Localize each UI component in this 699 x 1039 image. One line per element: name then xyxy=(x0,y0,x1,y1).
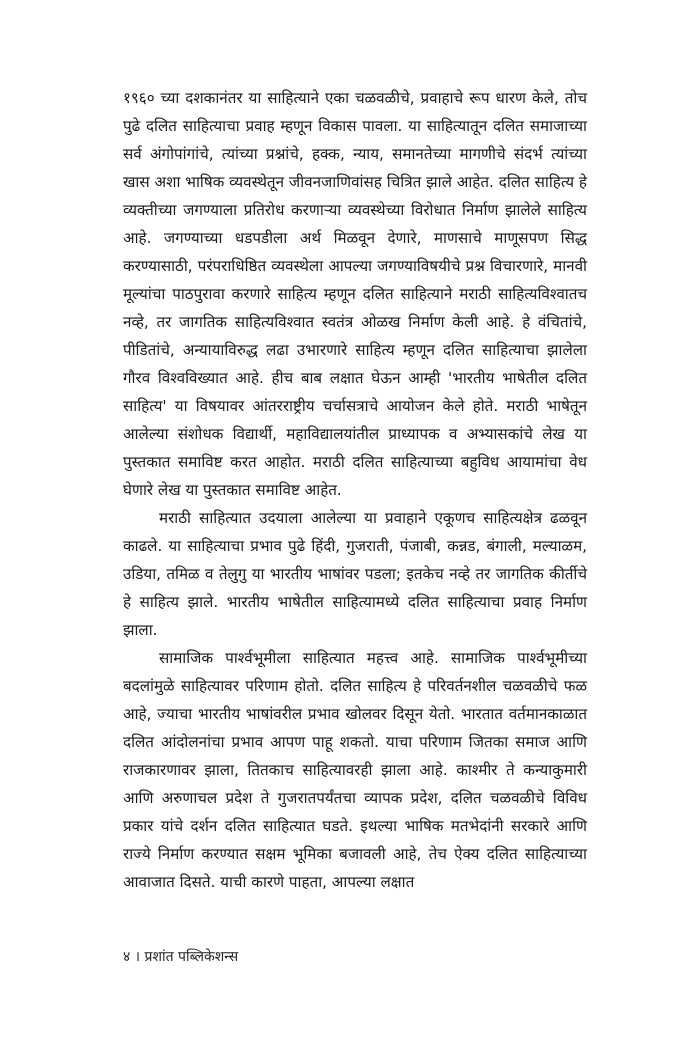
paragraph-1: १९६० च्या दशकानंतर या साहित्याने एका चळवळीचे, प्रवाहाचे रूप धारण केले, तोच पुढे दलित साहित्याचा प्रवाह म्हणून विकास पावला. या साहित्यातून दलित समाजाच्या सर्व अंगोपांगांचे, त्यांच्या प्रश्नांचे, हक्क, न्याय, समानतेच्या मागणीचे संदर्भ त्यांच्या खास अशा भाषिक व्यवस्थेतून जीवनजाणिवांसह चित्रित झाले आहेत. दलित साहित्य हे व्यक्तीच्या जगण्याला प्रतिरोध करणाऱ्या व्यवस्थेच्या विरोधात निर्माण झालेले साहित्य आहे. जगण्याच्या धडपडीला अर्थ मिळवून देणारे, माणसाचे माणूसपण सिद्ध करण्यासाठी, परंपराधिष्ठित व्यवस्थेला आपल्या जगण्याविषयीचे प्रश्न विचारणारे, मानवी मूल्यांचा पाठपुरावा करणारे साहित्य म्हणून दलित साहित्याने मराठी साहित्यविश्वातच नव्हे, तर जागतिक साहित्यविश्वात स्वतंत्र ओळख निर्माण केली आहे. हे वंचितांचे, पीडितांचे, अन्यायाविरुद्ध लढा उभारणारे साहित्य म्हणून दलित साहित्याचा झालेला गौरव विश्वविख्यात आहे. हीच बाब लक्षात घेऊन आम्ही 'भारतीय भाषेतील दलित साहित्य' या विषयावर आंतरराष्ट्रीय चर्चासत्राचे आयोजन केले होते. मराठी भाषेतून आलेल्या संशोधक विद्यार्थी, महाविद्यालयांतील प्राध्यापक व अभ्यासकांचे लेख या पुस्तकात समाविष्ट करत आहोत. मराठी दलित साहित्याच्या बहुविध आयामांचा वेध घेणारे लेख या पुस्तकात समाविष्ट आहेत. xyxy=(123,89,587,499)
paragraph-3: सामाजिक पार्श्वभूमीला साहित्यात महत्त्व आहे. सामाजिक पार्श्वभूमीच्या बदलांमुळे साहित्यावर परिणाम होतो. दलित साहित्य हे परिवर्तनशील चळवळीचे फळ आहे, ज्याचा भारतीय भाषांवरील प्रभाव खोलवर दिसून येतो. भारतात वर्तमानकाळात दलित आंदोलनांचा प्रभाव आपण पाहू शकतो. याचा परिणाम जितका समाज आणि राजकारणावर झाला, तितकाच साहित्यावरही झाला आहे. काश्मीर ते कन्याकुमारी आणि अरुणाचल प्रदेश ते गुजरातपर्यंतचा व्यापक प्रदेश, दलित चळवळीचे विविध प्रकार यांचे दर्शन दलित साहित्यात घडते. इथल्या भाषिक मतभेदांनी सरकारे आणि राज्ये निर्माण करण्यात सक्षम भूमिका बजावली आहे, तेच ऐक्य दलित साहित्याच्या आवाजात दिसते. याची कारणे पाहता, आपल्या लक्षात xyxy=(123,649,587,891)
page-footer: ४ । प्रशांत पब्लिकेशन्स xyxy=(123,949,239,965)
body-text xyxy=(123,84,587,896)
paragraph-2: मराठी साहित्यात उदयाला आलेल्या या प्रवाहाने एकूणच साहित्यक्षेत्र ढळवून काढले. या साहित्याचा प्रभाव पुढे हिंदी, गुजराती, पंजाबी, कन्नड, बंगाली, मल्याळम, उडिया, तमिळ व तेलुगु या भारतीय भाषांवर पडला; इतकेच नव्हे तर जागतिक कीर्तीचे हे साहित्य झाले. भारतीय भाषेतील साहित्यामध्ये दलित साहित्याचा प्रवाह निर्माण झाला. xyxy=(123,509,587,639)
